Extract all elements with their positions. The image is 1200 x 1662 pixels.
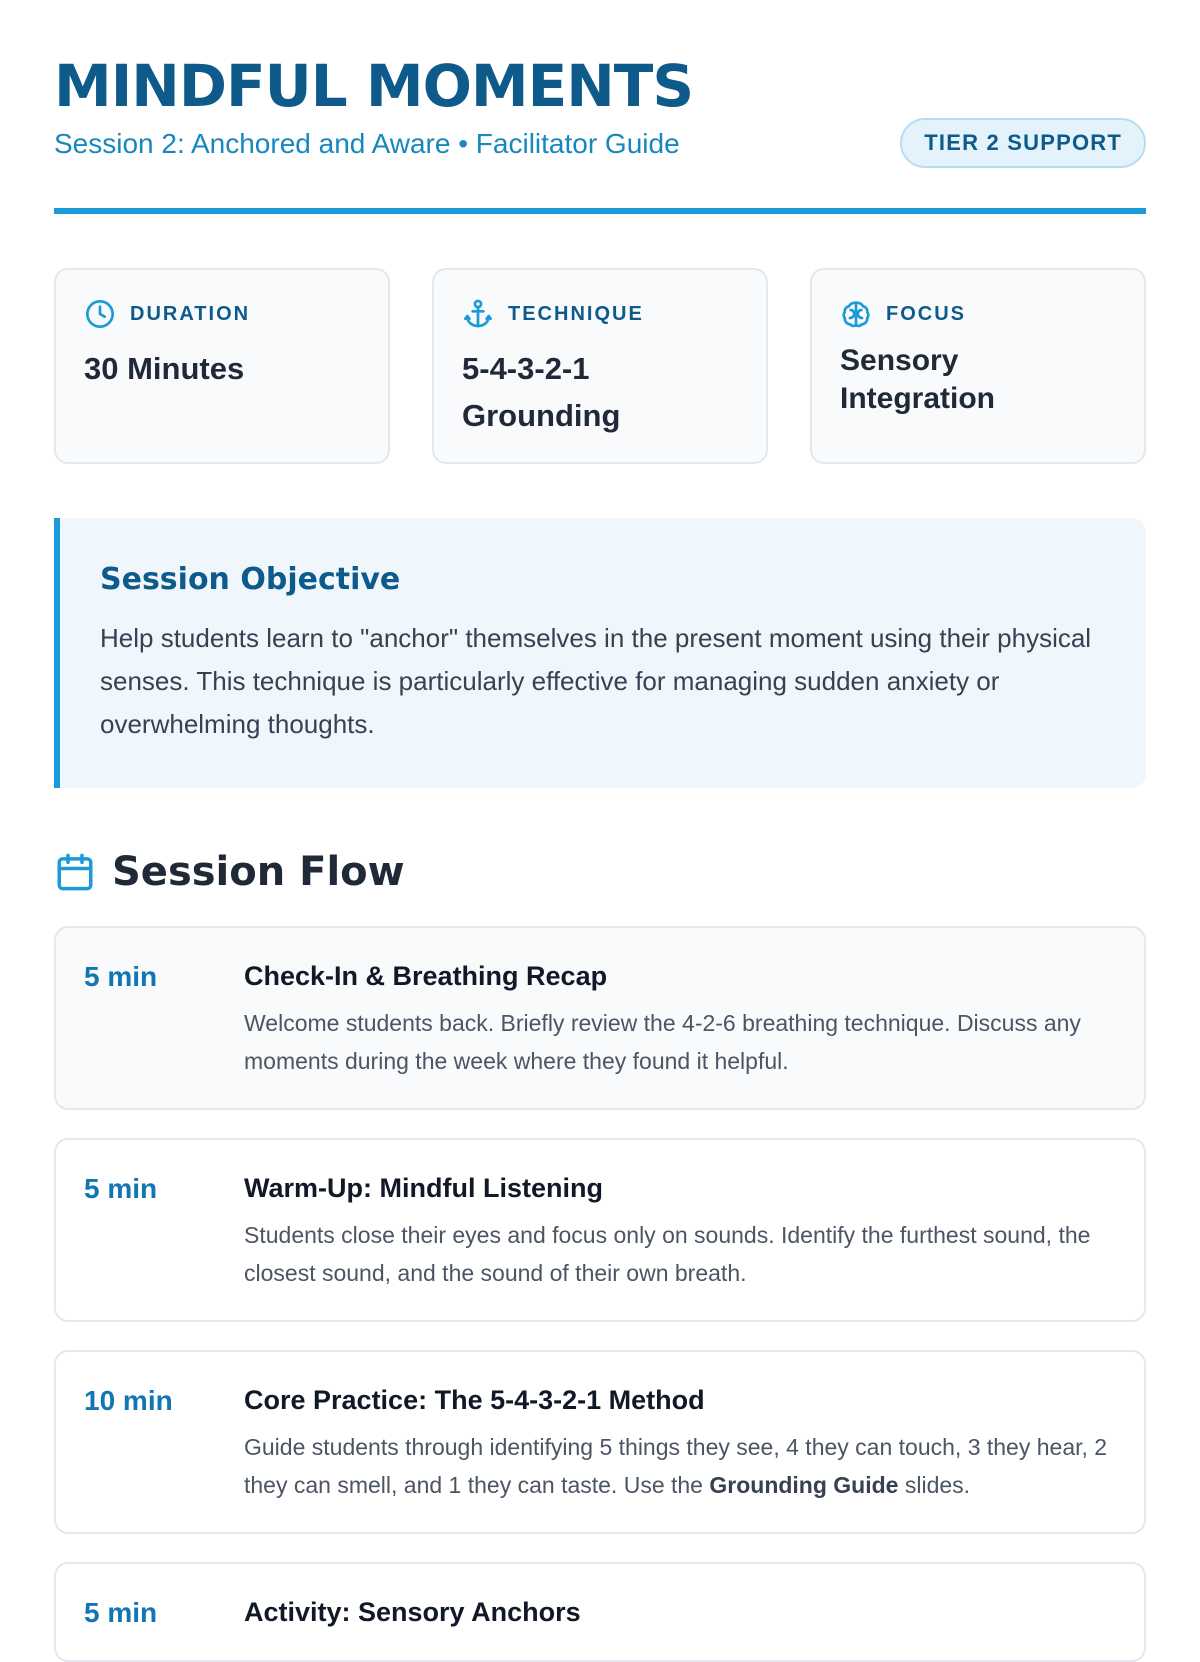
flow-item-description-start: Guide students through identifying 5 things they see, 4 they can touch, 3 they hear, 2 they can smell, and 1 they can taste. Use the bbox=[244, 1434, 1108, 1498]
focus-card bbox=[810, 268, 1146, 464]
technique-value: 5-4-3-2-1 Grounding bbox=[462, 351, 621, 433]
duration-card bbox=[54, 268, 390, 464]
session-flow-heading: Session Flow bbox=[112, 849, 405, 895]
anchor-icon bbox=[462, 298, 494, 330]
focus-label: FOCUS bbox=[886, 302, 966, 325]
flow-item-title: Core Practice: The 5-4-3-2-1 Method bbox=[244, 1385, 705, 1415]
flow-item-time: 10 min bbox=[84, 1385, 173, 1416]
clock-icon bbox=[84, 298, 116, 330]
flow-item bbox=[54, 926, 1146, 1110]
session-objective bbox=[54, 518, 1146, 788]
flow-item-description: Welcome students back. Briefly review the 4-2-6 breathing technique. Discuss any moments during the week where they found it helpful. bbox=[244, 1010, 1081, 1074]
duration-label: DURATION bbox=[130, 302, 251, 325]
session-flow-header bbox=[54, 842, 1146, 902]
focus-value: Sensory Integration bbox=[840, 344, 995, 415]
calendar-icon bbox=[54, 851, 96, 893]
flow-item-time: 5 min bbox=[84, 1597, 158, 1628]
objective-text: Help students learn to "anchor" themselves in the present moment using their physical senses. This technique is particularly effective for managing sudden anxiety or overwhelming thoughts. bbox=[100, 623, 1092, 739]
flow-item-title: Check-In & Breathing Recap bbox=[244, 961, 608, 991]
session-flow-list bbox=[54, 926, 1146, 1662]
page-subtitle: Session 2: Anchored and Aware • Facilitator Guide bbox=[54, 127, 680, 159]
info-cards bbox=[54, 268, 1146, 464]
technique-label: TECHNIQUE bbox=[508, 302, 644, 325]
flow-item-time: 5 min bbox=[84, 1173, 158, 1204]
grounding-guide-reference: Grounding Guide bbox=[709, 1472, 899, 1498]
technique-card bbox=[432, 268, 768, 464]
page-title: MINDFUL MOMENTS bbox=[54, 52, 694, 120]
flow-item bbox=[54, 1138, 1146, 1322]
objective-heading: Session Objective bbox=[100, 562, 401, 597]
flow-item bbox=[54, 1562, 1146, 1662]
flow-item-time: 5 min bbox=[84, 961, 158, 992]
flow-item-title: Warm-Up: Mindful Listening bbox=[244, 1173, 603, 1203]
tier-badge: TIER 2 SUPPORT bbox=[900, 118, 1146, 168]
flow-item-title: Activity: Sensory Anchors bbox=[244, 1597, 581, 1627]
flow-item-description: Students close their eyes and focus only on sounds. Identify the furthest sound, the closest sound, and the sound of their own breath. bbox=[244, 1222, 1091, 1286]
flow-item-description-end: slides. bbox=[898, 1472, 971, 1498]
brain-icon bbox=[840, 298, 872, 330]
flow-item-description bbox=[244, 1428, 1116, 1504]
duration-value: 30 Minutes bbox=[84, 351, 245, 386]
flow-item bbox=[54, 1350, 1146, 1534]
header bbox=[54, 0, 1146, 214]
